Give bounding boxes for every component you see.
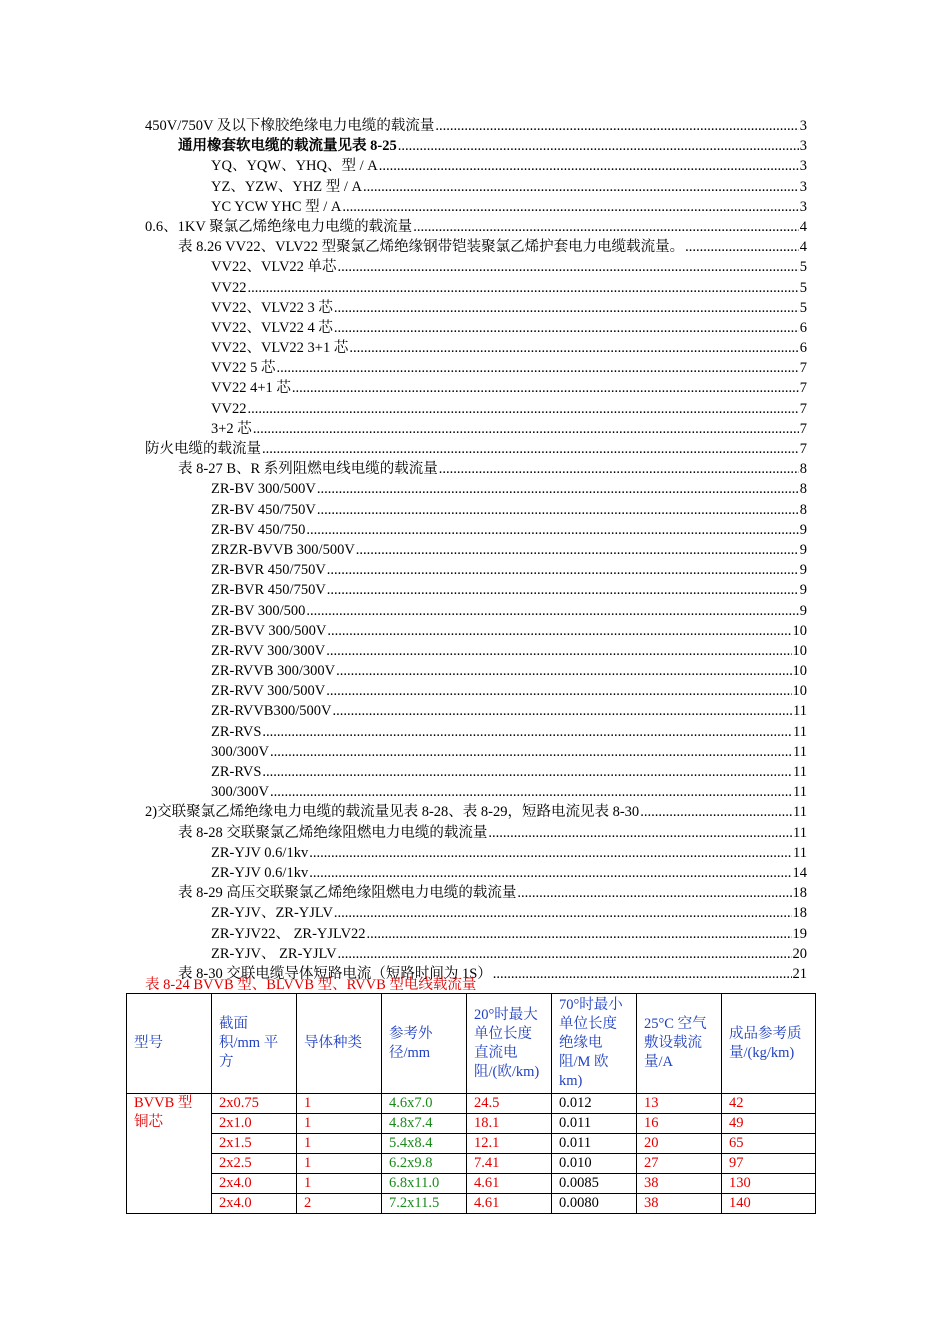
table-cell: 2x1.0 xyxy=(212,1114,297,1134)
toc-entry-title: 表 8-28 交联聚氯乙烯绝缘阻燃电力电缆的载流量 xyxy=(178,824,488,841)
toc-dot-leader xyxy=(262,762,792,782)
toc-page-number: 19 xyxy=(792,925,807,942)
table-cell: 2x0.75 xyxy=(212,1094,297,1114)
table-cell: 7.41 xyxy=(467,1154,552,1174)
table-cell: 0.012 xyxy=(552,1094,637,1114)
table-cell: 0.010 xyxy=(552,1154,637,1174)
toc-entry-title: VV22、VLV22 3+1 芯 xyxy=(211,340,349,357)
toc-dot-leader xyxy=(413,217,799,237)
toc-page-number: 14 xyxy=(792,864,807,881)
toc-entry[interactable] xyxy=(145,358,807,378)
toc-page-number: 18 xyxy=(792,885,807,902)
toc-entry[interactable] xyxy=(145,237,807,257)
toc-entry[interactable] xyxy=(145,318,807,338)
toc-dot-leader xyxy=(262,439,799,459)
toc-page-number: 11 xyxy=(793,723,807,740)
toc-page-number: 11 xyxy=(793,804,807,821)
table-row xyxy=(127,1154,816,1174)
toc-dot-leader xyxy=(398,136,799,156)
toc-dot-leader xyxy=(327,560,799,580)
cable-ampacity-table xyxy=(126,993,816,1214)
toc-entry[interactable] xyxy=(145,903,807,923)
table-cell: 20 xyxy=(637,1134,722,1154)
toc-entry[interactable] xyxy=(145,863,807,883)
toc-entry-title: 300/300V xyxy=(211,784,269,801)
toc-entry[interactable] xyxy=(145,560,807,580)
toc-dot-leader xyxy=(317,479,799,499)
table-row xyxy=(127,1134,816,1154)
table-cell: 6.2x9.8 xyxy=(382,1154,467,1174)
toc-dot-leader xyxy=(270,742,792,762)
toc-page-number: 11 xyxy=(793,784,807,801)
toc-page-number: 3 xyxy=(799,118,807,134)
toc-page-number: 7 xyxy=(799,360,807,377)
toc-dot-leader xyxy=(379,156,799,176)
toc-entry[interactable] xyxy=(145,580,807,600)
header-cell: 25°C 空气敷设载流量/A xyxy=(637,994,722,1094)
toc-entry-title: 2)交联聚氯乙烯绝缘电力电缆的载流量见表 8-28、表 8-29，短路电流见表 8-30 xyxy=(145,804,640,821)
toc-dot-leader xyxy=(342,197,798,217)
table-cell: 2x2.5 xyxy=(212,1154,297,1174)
table-cell: 4.8x7.4 xyxy=(382,1114,467,1134)
toc-page-number: 4 xyxy=(799,218,807,235)
toc-dot-leader xyxy=(334,298,799,318)
toc-entry[interactable] xyxy=(145,540,807,560)
toc-page-number: 7 xyxy=(799,441,807,457)
toc-entry-title: VV22 xyxy=(211,279,247,296)
toc-page-number: 11 xyxy=(793,844,807,861)
table-caption: 表 8-24 BVVB 型、BLVVB 型、RVVB 型电线载流量 xyxy=(145,977,477,993)
table-cell: 2x1.5 xyxy=(212,1134,297,1154)
toc-dot-leader xyxy=(685,237,799,257)
table-row xyxy=(127,1094,816,1114)
toc-entry-title: ZR-BV 450/750V xyxy=(211,501,316,518)
header-cell: 成品参考质量/(kg/km) xyxy=(722,994,816,1094)
toc-dot-leader xyxy=(363,177,799,197)
toc-page-number: 6 xyxy=(799,319,807,336)
toc-entry[interactable] xyxy=(145,136,807,156)
toc-entry-title: ZRZR-BVVB 300/500V xyxy=(211,541,355,558)
toc-entry[interactable] xyxy=(145,621,807,641)
toc-page-number: 21 xyxy=(792,965,807,982)
toc-page-number: 11 xyxy=(793,764,807,780)
toc-dot-leader xyxy=(292,378,799,398)
toc-entry-title: VV22、VLV22 3 芯 xyxy=(211,299,333,316)
table-cell: 38 xyxy=(637,1174,722,1194)
toc-entry-title: ZR-YJV 0.6/1kv xyxy=(211,844,309,861)
toc-page-number: 5 xyxy=(799,299,807,316)
toc-entry[interactable] xyxy=(145,641,807,661)
toc-entry-title: ZR-BVR 450/750V xyxy=(211,582,326,599)
toc-entry-title: ZR-RVVB300/500V xyxy=(211,703,332,720)
toc-entry[interactable] xyxy=(145,378,807,398)
header-cell: 导体种类 xyxy=(297,994,382,1094)
toc-page-number: 9 xyxy=(799,541,807,558)
toc-entry[interactable] xyxy=(145,500,807,520)
toc-dot-leader xyxy=(336,661,791,681)
toc-dot-leader xyxy=(309,843,792,863)
toc-dot-leader xyxy=(439,459,799,479)
toc-page-number: 9 xyxy=(799,562,807,579)
toc-entry[interactable] xyxy=(145,944,807,964)
toc-page-number: 3 xyxy=(799,158,807,175)
toc-entry-title: ZR-BV 450/750 xyxy=(211,521,306,538)
toc-entry-title: ZR-RVS xyxy=(211,764,262,780)
toc-entry[interactable] xyxy=(145,823,807,843)
header-cell: 截面积/mm 平方 xyxy=(212,994,297,1094)
toc-page-number: 3 xyxy=(799,138,807,155)
table-cell: 27 xyxy=(637,1154,722,1174)
toc-page-number: 8 xyxy=(799,461,807,478)
table-cell: 1 xyxy=(297,1134,382,1154)
toc-dot-leader xyxy=(332,701,792,721)
toc-entry[interactable] xyxy=(145,802,807,822)
toc-entry[interactable] xyxy=(145,156,807,176)
toc-entry[interactable] xyxy=(145,722,807,742)
table-cell: 2x4.0 xyxy=(212,1174,297,1194)
table-cell: 1 xyxy=(297,1174,382,1194)
toc-dot-leader xyxy=(326,681,791,701)
toc-dot-leader xyxy=(493,964,792,984)
toc-entry[interactable] xyxy=(145,601,807,621)
toc-entry[interactable] xyxy=(145,782,807,802)
toc-entry-title: ZR-RVV 300/500V xyxy=(211,683,326,700)
toc-page-number: 10 xyxy=(792,683,807,700)
table-cell: 130 xyxy=(722,1174,816,1194)
header-cell: 型号 xyxy=(127,994,212,1094)
toc-entry-title: YZ、YZW、YHZ 型 / A xyxy=(211,178,363,195)
toc-entry-title: VV22 xyxy=(211,400,247,417)
table-cell: 140 xyxy=(722,1194,816,1214)
toc-entry-title: YQ、YQW、YHQ、型 / A xyxy=(211,158,378,175)
toc-page-number: 10 xyxy=(792,642,807,659)
table-cell: 42 xyxy=(722,1094,816,1114)
toc-dot-leader xyxy=(327,580,799,600)
table-cell: 16 xyxy=(637,1114,722,1134)
toc-dot-leader xyxy=(435,116,798,136)
toc-entry[interactable] xyxy=(145,681,807,701)
table-cell: 0.011 xyxy=(552,1134,637,1154)
toc-entry-title: ZR-RVVB 300/300V xyxy=(211,663,336,680)
toc-page-number: 7 xyxy=(799,420,807,437)
toc-dot-leader xyxy=(247,399,798,419)
toc-entry[interactable] xyxy=(145,742,807,762)
toc-dot-leader xyxy=(309,863,791,883)
table-cell: 4.61 xyxy=(467,1174,552,1194)
toc-entry-title: ZR-YJV 0.6/1kv xyxy=(211,864,309,881)
table-cell: 1 xyxy=(297,1114,382,1134)
toc-page-number: 10 xyxy=(792,663,807,680)
toc-page-number: 11 xyxy=(793,743,807,760)
toc-entry-title: ZR-RVV 300/300V xyxy=(211,642,326,659)
toc-entry[interactable] xyxy=(145,419,807,439)
cable-type-cell: BVVB 型铜芯 xyxy=(127,1094,212,1214)
toc-entry[interactable] xyxy=(145,177,807,197)
toc-dot-leader xyxy=(367,924,792,944)
table-row xyxy=(127,1174,816,1194)
toc-entry[interactable] xyxy=(145,459,807,479)
toc-entry[interactable] xyxy=(145,520,807,540)
toc-entry[interactable] xyxy=(145,197,807,217)
table-cell: 1 xyxy=(297,1154,382,1174)
table-of-contents xyxy=(145,116,807,984)
toc-entry-title: ZR-BV 300/500V xyxy=(211,481,316,498)
toc-entry-title: ZR-BVR 450/750V xyxy=(211,562,326,579)
table-cell: 2 xyxy=(297,1194,382,1214)
table-row xyxy=(127,1114,816,1134)
toc-entry-title: ZR-YJV、ZR-YJLV xyxy=(211,905,333,922)
toc-dot-leader xyxy=(356,540,799,560)
toc-page-number: 8 xyxy=(799,501,807,518)
toc-dot-leader xyxy=(306,601,798,621)
table-cell: 0.0085 xyxy=(552,1174,637,1194)
table-cell: 24.5 xyxy=(467,1094,552,1114)
toc-entry-title: VV22 4+1 芯 xyxy=(211,380,291,397)
toc-dot-leader xyxy=(317,500,799,520)
toc-entry-title: ZR-YJV、 ZR-YJLV xyxy=(211,945,337,962)
toc-dot-leader xyxy=(334,903,792,923)
toc-entry[interactable] xyxy=(145,701,807,721)
toc-entry[interactable] xyxy=(145,338,807,358)
toc-page-number: 9 xyxy=(799,602,807,619)
toc-page-number: 10 xyxy=(792,622,807,639)
toc-page-number: 4 xyxy=(799,239,807,256)
table-cell: 0.0080 xyxy=(552,1194,637,1214)
toc-dot-leader xyxy=(262,722,792,742)
toc-page-number: 18 xyxy=(792,905,807,922)
toc-entry-title: YC YCW YHC 型 / A xyxy=(211,198,342,215)
header-cell: 70°时最小单位长度绝缘电阻/M 欧 km) xyxy=(552,994,637,1094)
toc-page-number: 3 xyxy=(799,198,807,215)
toc-entry-title: 300/300V xyxy=(211,743,269,760)
toc-entry-title: ZR-BVV 300/500V xyxy=(211,622,327,639)
toc-entry[interactable] xyxy=(145,217,807,237)
toc-dot-leader xyxy=(247,278,798,298)
toc-dot-leader xyxy=(488,823,792,843)
toc-entry-title: ZR-RVS xyxy=(211,723,262,740)
table-cell: 49 xyxy=(722,1114,816,1134)
toc-entry-title: 450V/750V 及以下橡胶绝缘电力电缆的载流量 xyxy=(145,118,435,134)
table-cell: 7.2x11.5 xyxy=(382,1194,467,1214)
toc-dot-leader xyxy=(517,883,791,903)
table-cell: 97 xyxy=(722,1154,816,1174)
toc-entry[interactable] xyxy=(145,399,807,419)
table-cell: 1 xyxy=(297,1094,382,1114)
toc-entry[interactable] xyxy=(145,278,807,298)
toc-dot-leader xyxy=(270,782,792,802)
toc-dot-leader xyxy=(338,257,799,277)
toc-entry[interactable] xyxy=(145,883,807,903)
table-row xyxy=(127,1194,816,1214)
toc-entry[interactable] xyxy=(145,661,807,681)
toc-page-number: 7 xyxy=(799,400,807,417)
toc-entry-title: ZR-YJV22、 ZR-YJLV22 xyxy=(211,925,366,942)
toc-entry[interactable] xyxy=(145,762,807,782)
toc-entry-title: 表 8-29 高压交联聚氯乙烯绝缘阻燃电力电缆的载流量 xyxy=(178,885,517,902)
toc-entry[interactable] xyxy=(145,257,807,277)
toc-page-number: 8 xyxy=(799,481,807,498)
toc-dot-leader xyxy=(326,641,791,661)
toc-page-number: 9 xyxy=(799,521,807,538)
toc-entry[interactable] xyxy=(145,924,807,944)
toc-page-number: 5 xyxy=(799,259,807,276)
toc-dot-leader xyxy=(334,318,799,338)
toc-entry[interactable] xyxy=(145,298,807,318)
table-cell: 4.6x7.0 xyxy=(382,1094,467,1114)
table-cell: 2x4.0 xyxy=(212,1194,297,1214)
toc-dot-leader xyxy=(338,944,792,964)
toc-entry-title: VV22 5 芯 xyxy=(211,360,276,377)
toc-entry-title: 表 8.26 VV22、VLV22 型聚氯乙烯绝缘钢带铠装聚氯乙烯护套电力电缆载流量。 xyxy=(178,239,685,256)
table-cell: 65 xyxy=(722,1134,816,1154)
table-cell: 13 xyxy=(637,1094,722,1114)
toc-page-number: 5 xyxy=(799,279,807,296)
toc-entry-title: 0.6、1KV 聚氯乙烯绝缘电力电缆的载流量 xyxy=(145,218,413,235)
toc-page-number: 6 xyxy=(799,340,807,357)
toc-entry[interactable] xyxy=(145,439,807,459)
toc-page-number: 9 xyxy=(799,582,807,599)
toc-dot-leader xyxy=(276,358,798,378)
toc-entry[interactable] xyxy=(145,843,807,863)
table-cell: 4.61 xyxy=(467,1194,552,1214)
toc-entry-title: 表 8-30 交联电缆导体短路电流（短路时间为 1S） xyxy=(178,965,492,982)
toc-entry-title: 通用橡套软电缆的载流量见表 8-25 xyxy=(178,138,397,155)
toc-dot-leader xyxy=(306,520,798,540)
toc-entry[interactable] xyxy=(145,116,807,136)
toc-entry-title: ZR-BV 300/500 xyxy=(211,602,306,619)
header-cell: 20°时最大单位长度直流电阻/(欧/km) xyxy=(467,994,552,1094)
toc-page-number: 11 xyxy=(793,824,807,841)
table-cell: 6.8x11.0 xyxy=(382,1174,467,1194)
toc-page-number: 3 xyxy=(799,178,807,195)
table-cell: 0.011 xyxy=(552,1114,637,1134)
toc-dot-leader xyxy=(327,621,791,641)
toc-entry-title: 3+2 芯 xyxy=(211,420,252,437)
toc-entry-title: 表 8-27 B、R 系列阻燃电线电缆的载流量 xyxy=(178,461,438,478)
toc-entry[interactable] xyxy=(145,479,807,499)
toc-page-number: 20 xyxy=(792,945,807,962)
table-cell: 12.1 xyxy=(467,1134,552,1154)
header-cell: 参考外径/mm xyxy=(382,994,467,1094)
toc-dot-leader xyxy=(640,802,792,822)
table-cell: 18.1 xyxy=(467,1114,552,1134)
toc-entry-title: 防火电缆的载流量 xyxy=(145,441,261,457)
table-header-row xyxy=(127,994,816,1094)
toc-entry-title: VV22、VLV22 4 芯 xyxy=(211,319,333,336)
toc-dot-leader xyxy=(349,338,798,358)
toc-entry-title: VV22、VLV22 单芯 xyxy=(211,259,337,276)
toc-page-number: 7 xyxy=(799,380,807,397)
toc-dot-leader xyxy=(253,419,799,439)
table-cell: 5.4x8.4 xyxy=(382,1134,467,1154)
table-cell: 38 xyxy=(637,1194,722,1214)
toc-page-number: 11 xyxy=(793,703,807,720)
